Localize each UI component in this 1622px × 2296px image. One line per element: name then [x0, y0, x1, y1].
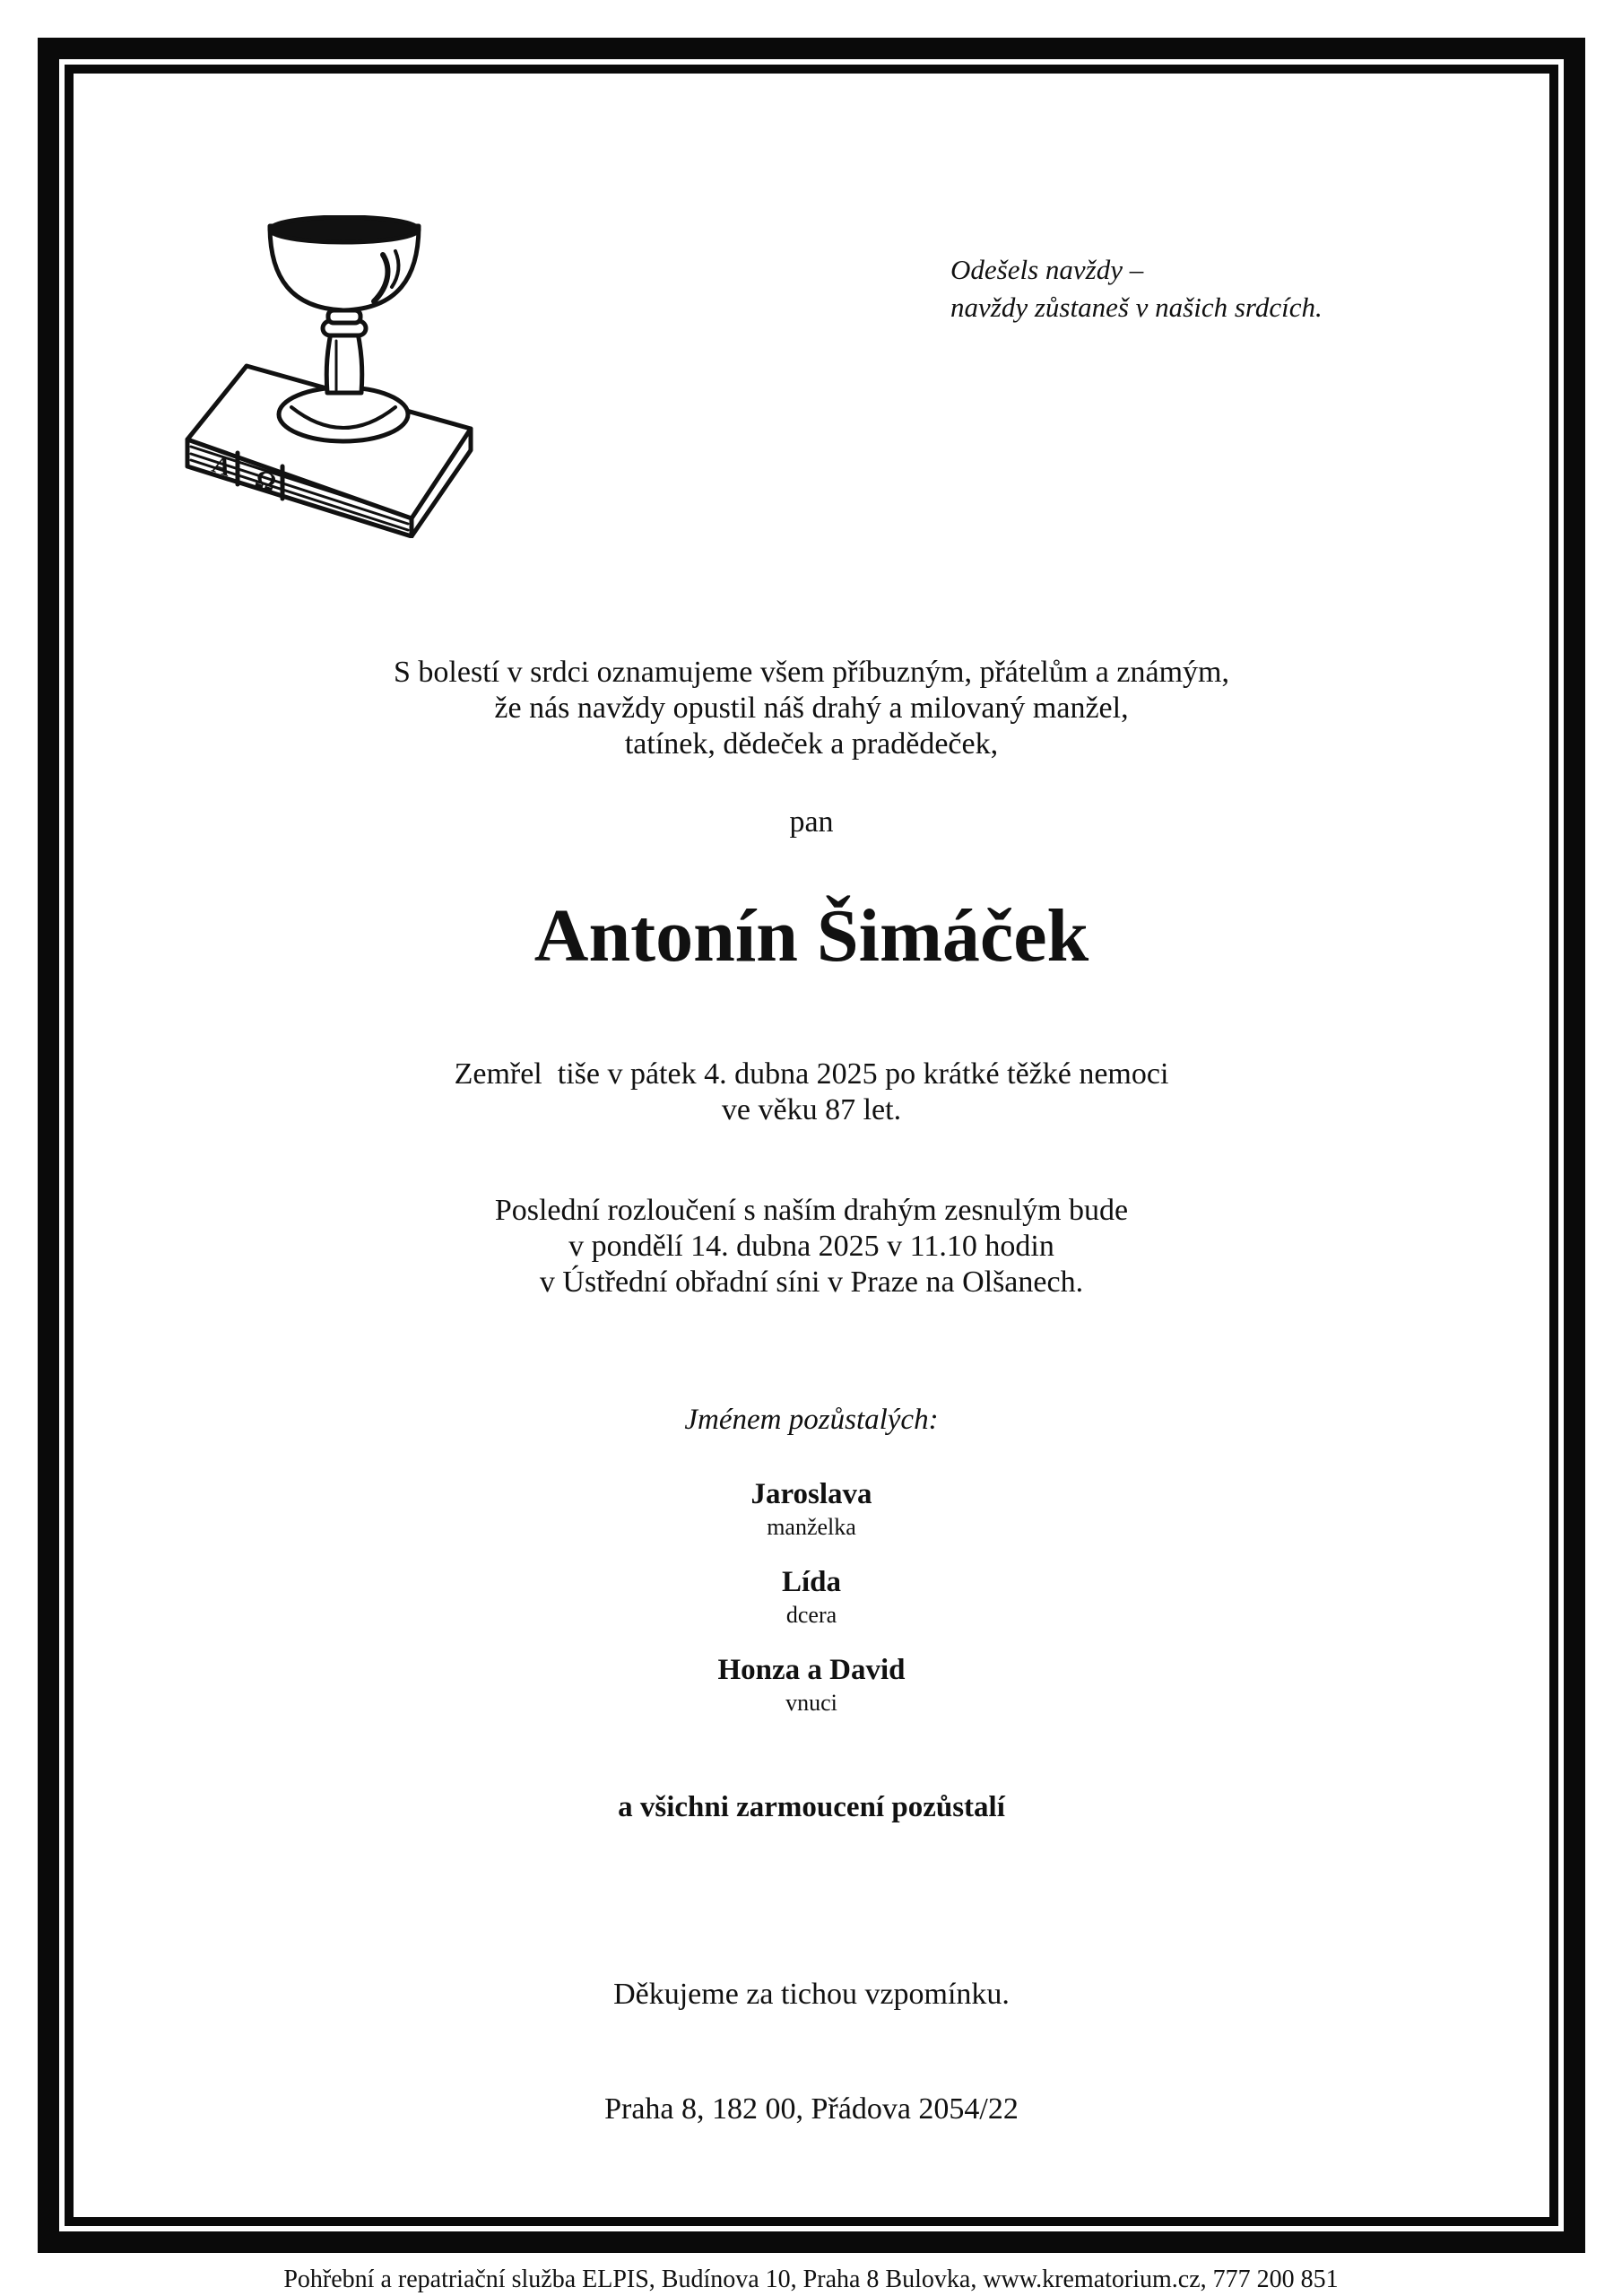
- survivor-relation: dcera: [785, 1602, 837, 1628]
- announcement-line-1: S bolestí v srdci oznamujeme všem příbuzným, přátelům a známým,: [394, 656, 1229, 689]
- announcement-line-3: tatínek, dědeček a pradědeček,: [624, 727, 999, 761]
- death-notice-line-1: Zemřel tiše v pátek 4. dubna 2025 po krátké těžké nemoci: [454, 1057, 1169, 1091]
- motto-line-1: Odešels navždy –: [950, 254, 1144, 285]
- all-mourners: a všichni zarmoucení pozůstalí: [618, 1791, 1005, 1823]
- farewell-info: [74, 1193, 1549, 1300]
- title-word: pan: [789, 805, 834, 839]
- farewell-line-1: Poslední rozloučení s naším drahým zesnulým bude: [494, 1194, 1129, 1227]
- announcement-line-2: že nás navždy opustil náš drahý a milovaný manžel,: [494, 691, 1129, 725]
- deceased-name: Antonín Šimáček: [533, 894, 1089, 978]
- family-address: Praha 8, 182 00, Přádova 2054/22: [604, 2092, 1019, 2126]
- chalice-on-book-icon: [184, 215, 480, 538]
- announcement-text: [74, 655, 1549, 762]
- book-letter-omega: Ω: [251, 465, 280, 498]
- survivor-item: [74, 1475, 1549, 1542]
- survivor-name: Jaroslava: [750, 1478, 872, 1510]
- farewell-line-3: v Ústřední obřadní síni v Praze na Olšanech.: [539, 1265, 1084, 1299]
- thanks-line: Děkujeme za tichou vzpomínku.: [613, 1978, 1010, 2011]
- farewell-line-2: v pondělí 14. dubna 2025 v 11.10 hodin: [568, 1230, 1054, 1263]
- death-notice: [74, 1057, 1549, 1128]
- survivor-name: Honza a David: [717, 1654, 906, 1686]
- funeral-service-footer: Pohřební a repatriační služba ELPIS, Budínova 10, Praha 8 Bulovka, www.krematorium.cz, 777 200 851: [283, 2266, 1339, 2293]
- survivor-relation: manželka: [767, 1514, 856, 1540]
- book-letter-alpha: A: [208, 450, 235, 483]
- survivor-item: [74, 1563, 1549, 1630]
- on-behalf-heading: Jménem pozůstalých:: [684, 1404, 939, 1436]
- survivor-name: Lída: [781, 1566, 842, 1598]
- survivor-item: [74, 1651, 1549, 1718]
- survivor-relation: vnuci: [785, 1690, 837, 1716]
- survivors-list: [74, 1475, 1549, 1739]
- motto-line-2: navždy zůstaneš v našich srdcích.: [950, 291, 1323, 323]
- motto: [950, 251, 1323, 326]
- death-notice-line-2: ve věku 87 let.: [721, 1093, 902, 1126]
